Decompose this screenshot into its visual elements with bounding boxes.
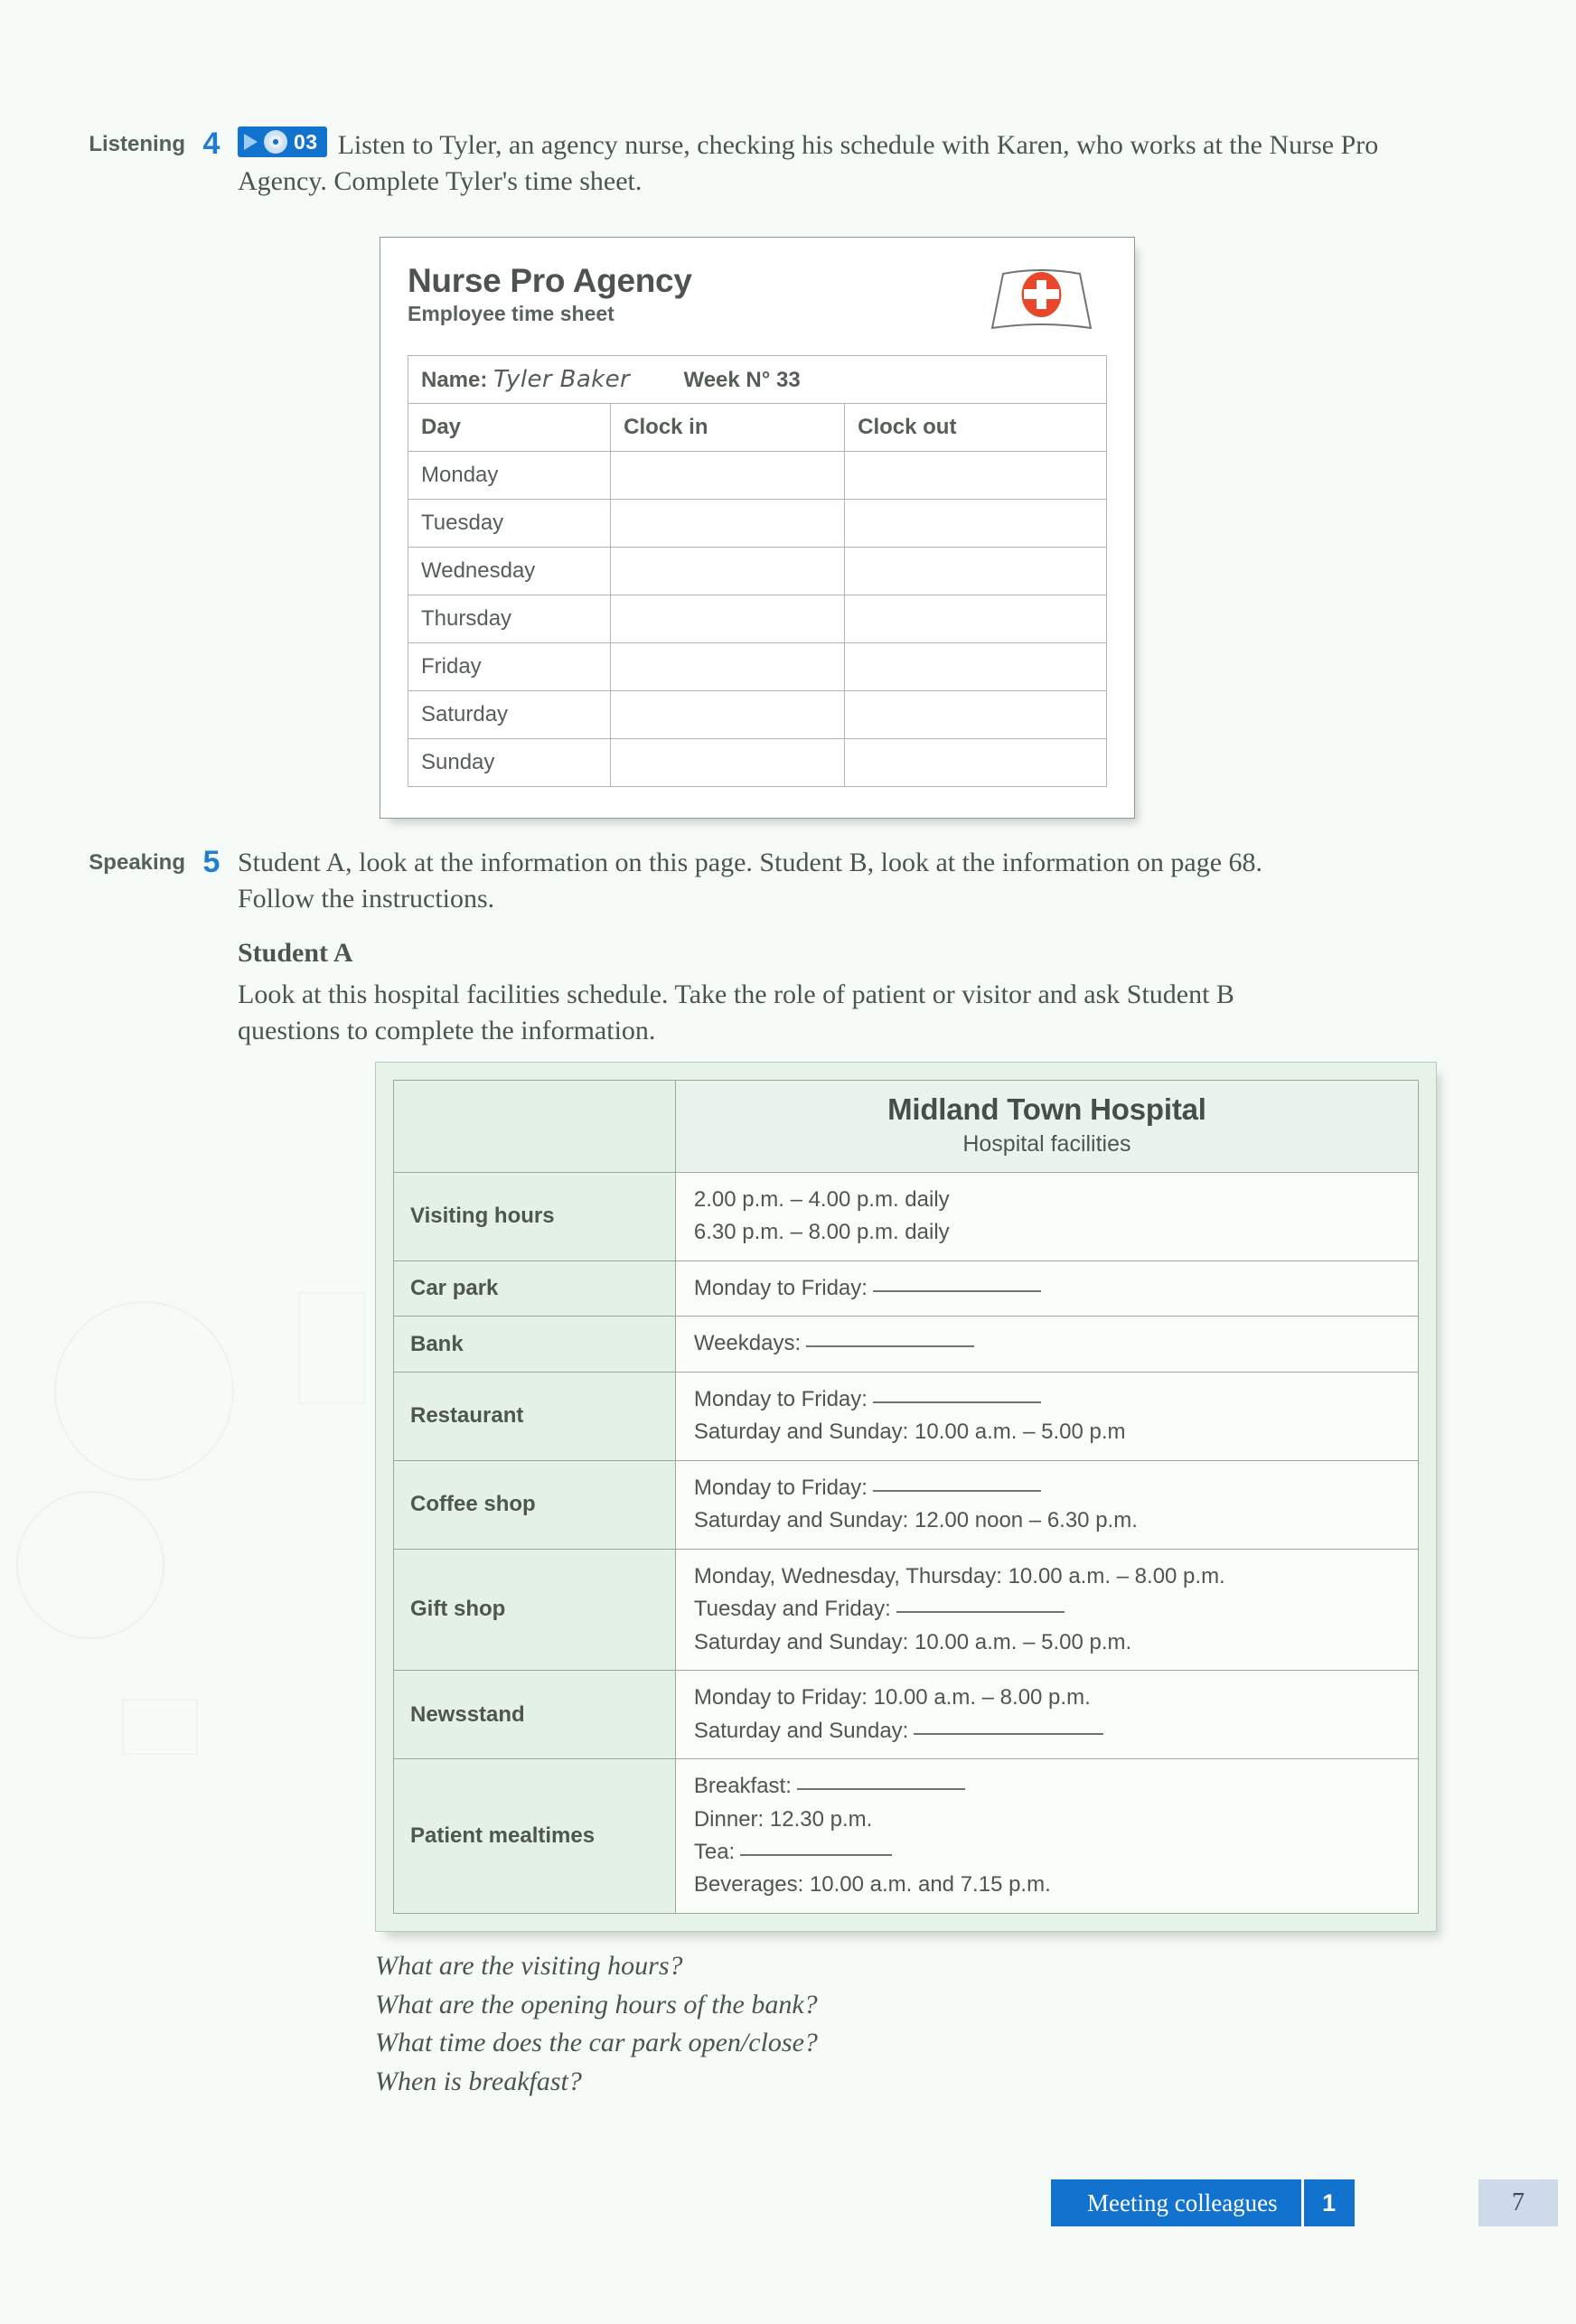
bleed-through-artifact [122,1699,198,1755]
hours-line: Beverages: 10.00 a.m. and 7.15 p.m. [693,1872,1051,1898]
bleed-through-artifact [54,1301,234,1481]
clock-out-cell[interactable] [845,691,1107,739]
facility-hours[interactable] [675,1172,1418,1260]
week-number-label: Week N° 33 [683,368,801,392]
day-label: Saturday [408,691,611,739]
table-row [408,500,1107,548]
hours-line: Monday to Friday: [694,1472,1405,1504]
facility-hours[interactable] [675,1260,1418,1316]
day-label: Sunday [408,739,611,787]
name-week-cell [408,356,1107,404]
fill-in-blank[interactable] [873,1290,1041,1292]
hours-line: Monday, Wednesday, Thursday: 10.00 a.m. – 8.00 p.m. [693,1563,1225,1588]
fill-in-blank[interactable] [896,1611,1065,1613]
skill-label-speaking: Speaking [89,850,185,875]
fill-in-blank[interactable] [914,1733,1103,1735]
exercise-number-4: 4 [202,127,220,161]
hours-line: Monday to Friday: 10.00 a.m. – 8.00 p.m. [693,1685,1091,1710]
fill-in-blank[interactable] [873,1490,1041,1492]
exercise-listening-4 [0,127,1482,200]
exercise-number-5: 5 [202,845,220,879]
timesheet-titles [408,263,692,326]
fill-in-blank[interactable] [797,1788,965,1790]
cd-disc-icon [264,130,287,154]
timesheet-table [408,355,1107,787]
clock-in-cell[interactable] [611,691,845,739]
exercise-speaking-5 [0,845,1482,1048]
table-row [394,1549,1419,1670]
facility-hours[interactable] [675,1372,1418,1460]
facility-label: Visiting hours [394,1172,676,1260]
hospital-title-row [394,1081,1419,1173]
facility-label: Bank [394,1317,676,1372]
facility-label: Gift shop [394,1549,676,1670]
hours-line: Monday to Friday: [694,1383,1405,1416]
timesheet-header-row [408,404,1107,452]
fill-in-blank[interactable] [740,1854,892,1856]
student-a-heading: Student A [238,937,353,968]
bleed-through-artifact [298,1292,365,1404]
clock-out-cell[interactable] [845,452,1107,500]
bleed-through-artifact [16,1491,164,1639]
hours-line: Saturday and Sunday: [694,1715,1405,1748]
hours-line: Tuesday and Friday: [694,1593,1405,1626]
name-label: Name: [421,368,488,392]
unit-title: Meeting colleagues [1087,2188,1278,2216]
listening-instruction-block [238,127,1431,200]
timesheet-header [408,263,1107,335]
speaking-instruction-text: Student A, look at the information on this page. Student B, look at the information on page 68. Follow the instructions. [238,848,1263,914]
table-row [394,1759,1419,1914]
clock-in-cell[interactable] [611,548,845,595]
table-row [394,1172,1419,1260]
hospital-title-spacer [394,1081,676,1173]
column-header-clock-in: Clock in [611,404,845,452]
day-label: Wednesday [408,548,611,595]
hospital-facilities-table [393,1080,1419,1914]
hours-line: Saturday and Sunday: 12.00 noon – 6.30 p.m. [693,1508,1138,1533]
facility-label: Patient mealtimes [394,1759,676,1914]
hours-line: 6.30 p.m. – 8.00 p.m. daily [693,1220,950,1245]
table-row [394,1671,1419,1759]
table-row [394,1372,1419,1460]
facility-label: Car park [394,1260,676,1316]
column-header-day: Day [408,404,611,452]
list-item: What are the opening hours of the bank? [375,1989,818,2019]
facility-hours[interactable] [675,1549,1418,1670]
skill-label-listening: Listening [89,132,185,156]
table-row [394,1260,1419,1316]
fill-in-blank[interactable] [873,1401,1041,1403]
hospital-name: Midland Town Hospital [887,1092,1206,1126]
hours-line: 2.00 p.m. – 4.00 p.m. daily [693,1186,950,1212]
clock-out-cell[interactable] [845,500,1107,548]
hospital-subtitle: Hospital facilities [962,1130,1131,1157]
play-triangle-icon [244,134,258,150]
table-row [408,452,1107,500]
hours-line: Weekdays: [694,1327,1405,1360]
hours-line: Saturday and Sunday: 10.00 a.m. – 5.00 p.m [693,1420,1126,1445]
clock-in-cell[interactable] [611,500,845,548]
table-row [408,548,1107,595]
table-row [408,739,1107,787]
clock-out-cell[interactable] [845,548,1107,595]
clock-in-cell[interactable] [611,739,845,787]
hospital-title-cell [675,1081,1418,1173]
clock-out-cell[interactable] [845,595,1107,643]
hours-line: Saturday and Sunday: 10.00 a.m. – 5.00 p.m. [693,1629,1132,1654]
hours-line: Tea: [694,1836,1405,1869]
speaking-instruction-block [238,845,1268,1048]
hours-line: Monday to Friday: [694,1272,1405,1305]
table-row [394,1317,1419,1372]
table-row [408,643,1107,691]
student-a-instruction: Look at this hospital facilities schedule. Take the role of patient or visitor and ask Student B questions to complete the information. [238,979,1234,1045]
agency-title: Nurse Pro Agency [408,262,692,299]
day-label: Thursday [408,595,611,643]
timesheet-subtitle: Employee time sheet [408,302,614,326]
employee-timesheet-card [380,237,1135,819]
facility-hours[interactable] [675,1759,1418,1914]
clock-in-cell[interactable] [611,595,845,643]
table-row [408,691,1107,739]
facility-label: Restaurant [394,1372,676,1460]
table-row [408,595,1107,643]
table-row [394,1460,1419,1549]
facility-label: Newsstand [394,1671,676,1759]
clock-out-cell[interactable] [845,739,1107,787]
facility-label: Coffee shop [394,1460,676,1549]
day-label: Friday [408,643,611,691]
unit-footer-bar [1051,2179,1355,2226]
nurse-cap-icon [985,265,1098,335]
day-label: Tuesday [408,500,611,548]
hours-line: Breakfast: [694,1770,1405,1803]
facility-hours[interactable] [675,1460,1418,1549]
unit-number: 1 [1301,2179,1355,2226]
page-number: 7 [1478,2179,1558,2226]
hospital-schedule-frame [375,1062,1437,1932]
audio-track-badge[interactable] [238,127,327,157]
clock-out-cell[interactable] [845,643,1107,691]
hours-line: Dinner: 12.30 p.m. [693,1806,873,1832]
facility-hours[interactable] [675,1317,1418,1372]
fill-in-blank[interactable] [806,1345,974,1347]
listening-instruction-text: Listen to Tyler, an agency nurse, checking his schedule with Karen, who works at the Nurse Pro Agency. Complete Tyler's time sheet. [238,130,1379,196]
column-header-clock-out: Clock out [845,404,1107,452]
clock-in-cell[interactable] [611,643,845,691]
timesheet-name-row [408,356,1107,404]
facility-hours[interactable] [675,1671,1418,1759]
audio-track-number: 03 [294,129,318,154]
clock-in-cell[interactable] [611,452,845,500]
day-label: Monday [408,452,611,500]
list-item: When is breakfast? [375,2066,582,2096]
list-item: What are the visiting hours? [375,1951,683,1981]
example-questions-list [375,1947,818,2101]
list-item: What time does the car park open/close? [375,2028,818,2058]
name-value-handwritten: Tyler Baker [493,366,631,393]
